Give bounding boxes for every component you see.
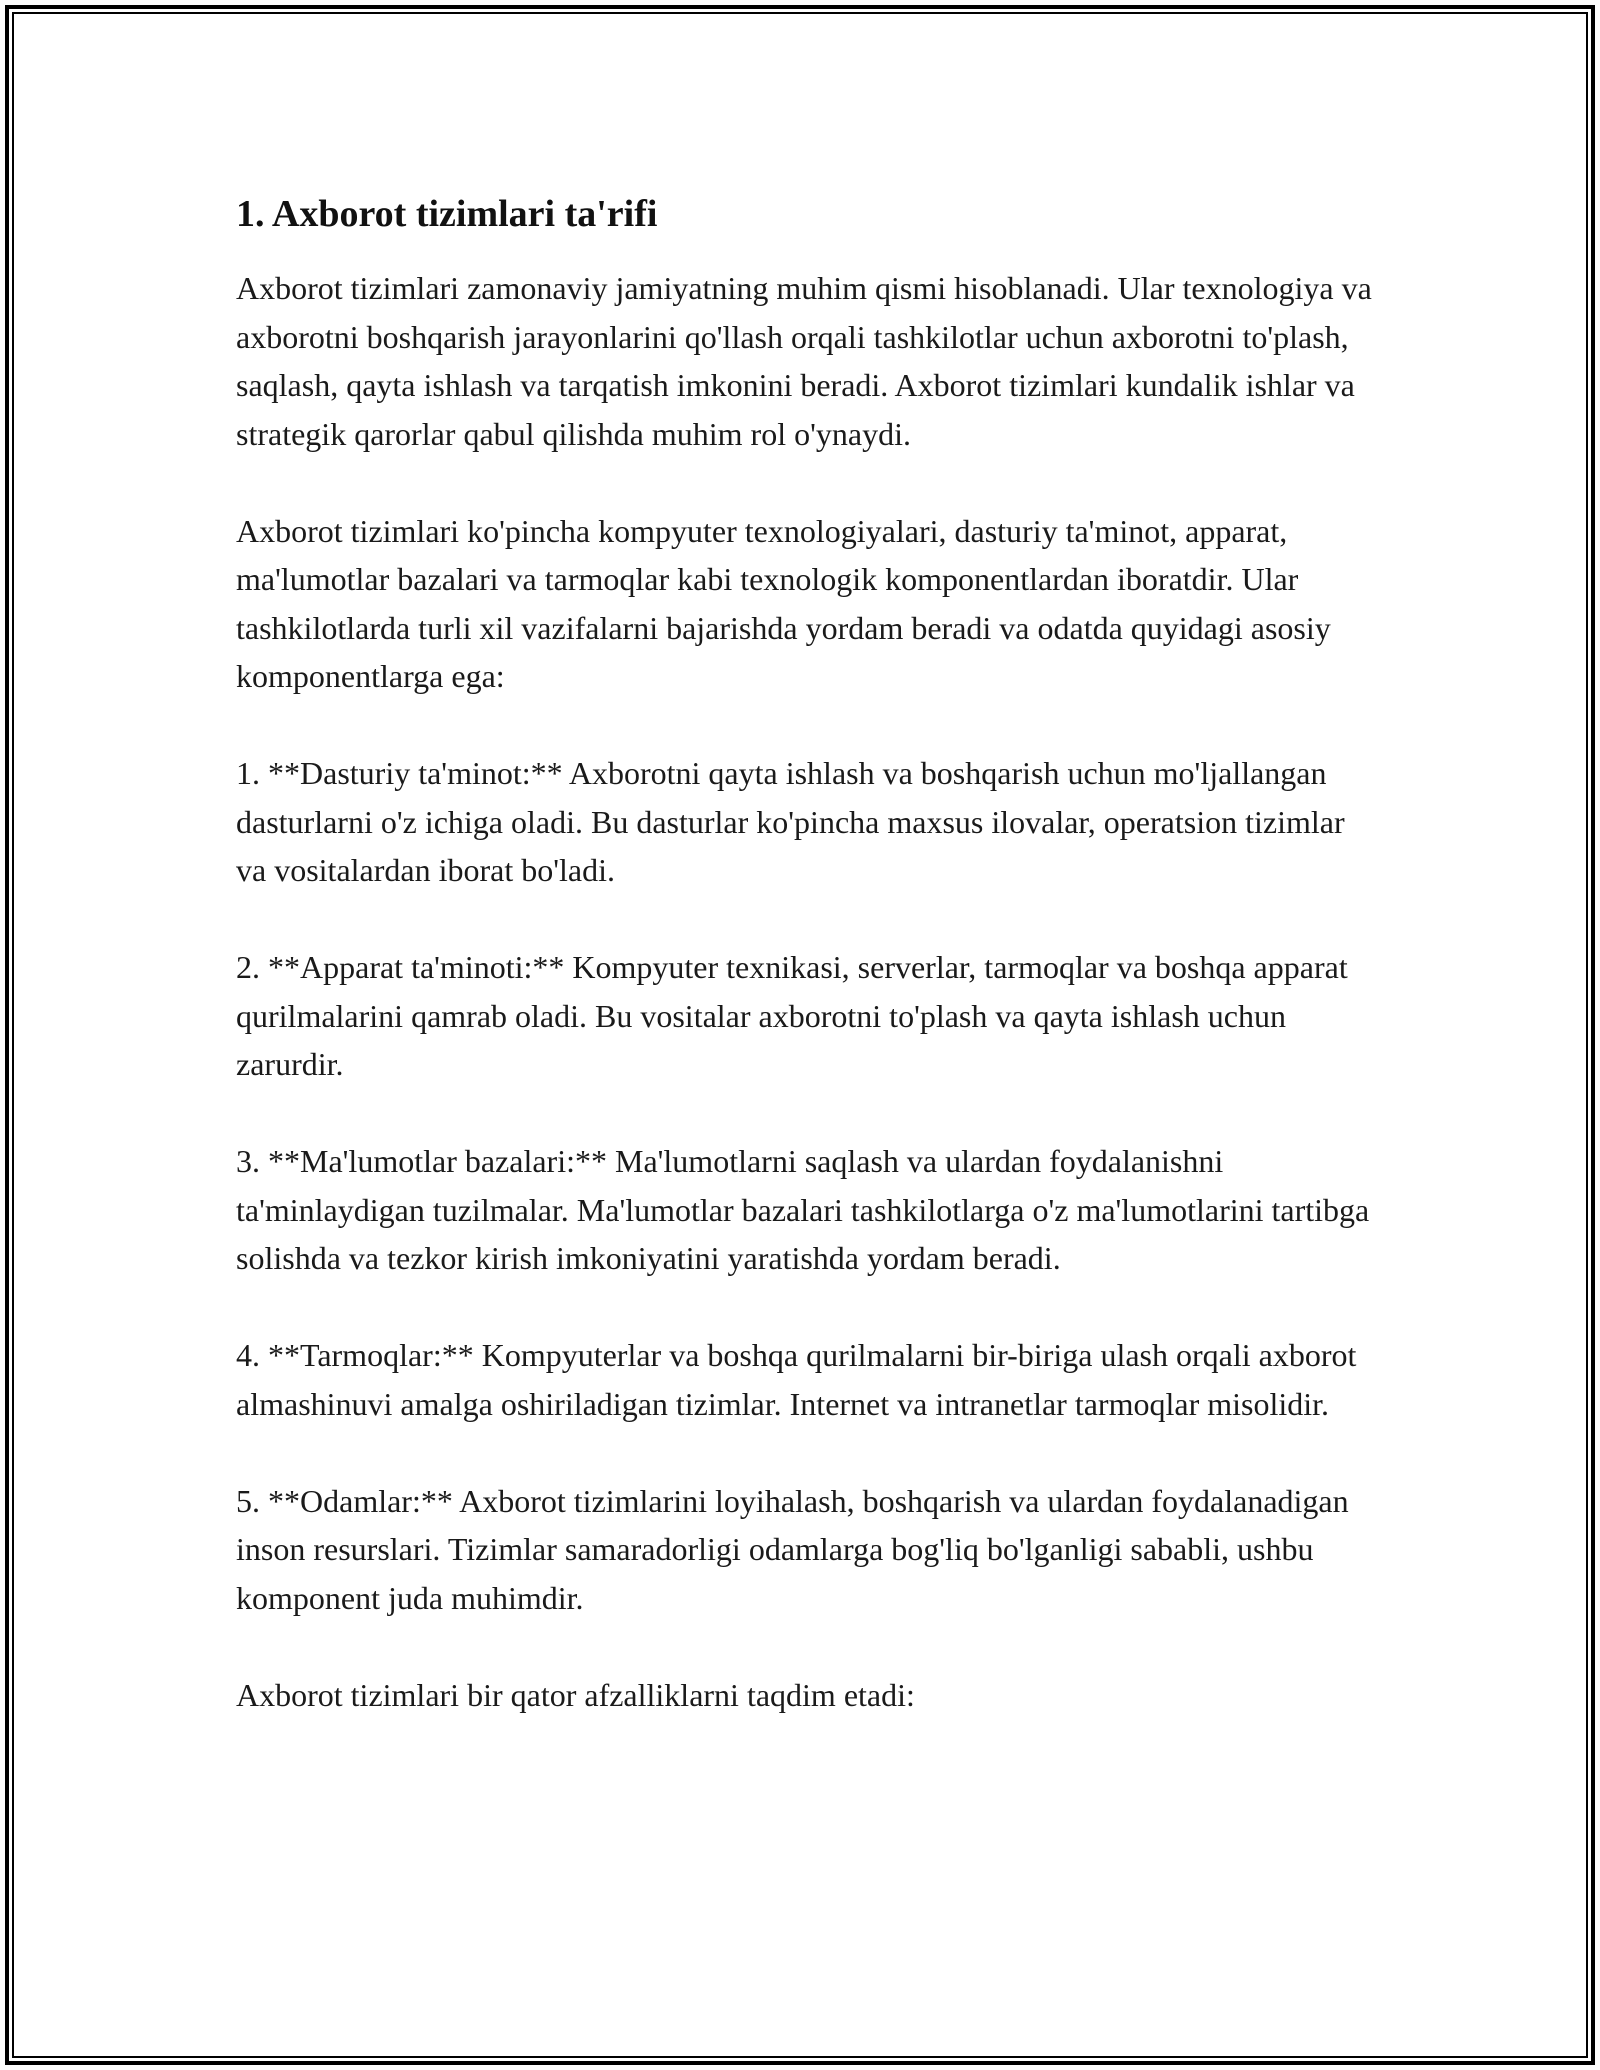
list-item-networks: 4. **Tarmoqlar:** Kompyuterlar va boshqa qurilmalarni bir-biriga ulash orqali axborot almashinuvi amalga oshiriladigan tizimlar. Internet va intranetlar tarmoqlar misolidir. (236, 1337, 1357, 1422)
paragraph-intro: Axborot tizimlari zamonaviy jamiyatning muhim qismi hisoblanadi. Ular texnologiya va axborotni boshqarish jarayonlarini qo'llash orqali tashkilotlar uchun axborotni to'plash, saqlash, qayta ishlash va tarqatish imkonini beradi. Axborot tizimlari kundalik ishlar va strategik qarorlar qabul qilishda muhim rol o'ynaydi. (236, 270, 1372, 452)
list-item-databases: 3. **Ma'lumotlar bazalari:** Ma'lumotlarni saqlash va ulardan foydalanishni ta'minlaydigan tuzilmalar. Ma'lumotlar bazalari tashkilotlarga o'z ma'lumotlarini tartibga solishda va tezkor kirish imkoniyatini yaratishda yordam beradi. (236, 1143, 1370, 1276)
section-title: 1. Axborot tizimlari ta'rifi (236, 193, 658, 235)
paragraph-advantages: Axborot tizimlari bir qator afzalliklarni taqdim etadi: (236, 1676, 915, 1713)
paragraph-components: Axborot tizimlari ko'pincha kompyuter texnologiyalari, dasturiy ta'minot, apparat, ma'lumotlar bazalari va tarmoqlar kabi texnologik komponentlardan iboratdir. Ular tashkilotlarda turli xil vazifalarni bajarishda yordam beradi va odatda quyidagi asosiy komponentlarga ega: (236, 512, 1331, 694)
document-body (236, 186, 1376, 1719)
list-item-people: 5. **Odamlar:** Axborot tizimlarini loyihalash, boshqarish va ulardan foydalanadigan inson resurslari. Tizimlar samaradorligi odamlarga bog'liq bo'lganligi sababli, ushbu komponent juda muhimdir. (236, 1482, 1349, 1616)
list-item-software: 1. **Dasturiy ta'minot:** Axborotni qayta ishlash va boshqarish uchun mo'ljallangan dasturlarni o'z ichiga oladi. Bu dasturlar ko'pincha maxsus ilovalar, operatsion tizimlar va vositalardan iborat bo'ladi. (236, 755, 1345, 888)
list-item-hardware: 2. **Apparat ta'minoti:** Kompyuter texnikasi, serverlar, tarmoqlar va boshqa apparat qurilmalarini qamrab oladi. Bu vositalar axborotni to'plash va qayta ishlash uchun zarurdir. (236, 949, 1348, 1082)
